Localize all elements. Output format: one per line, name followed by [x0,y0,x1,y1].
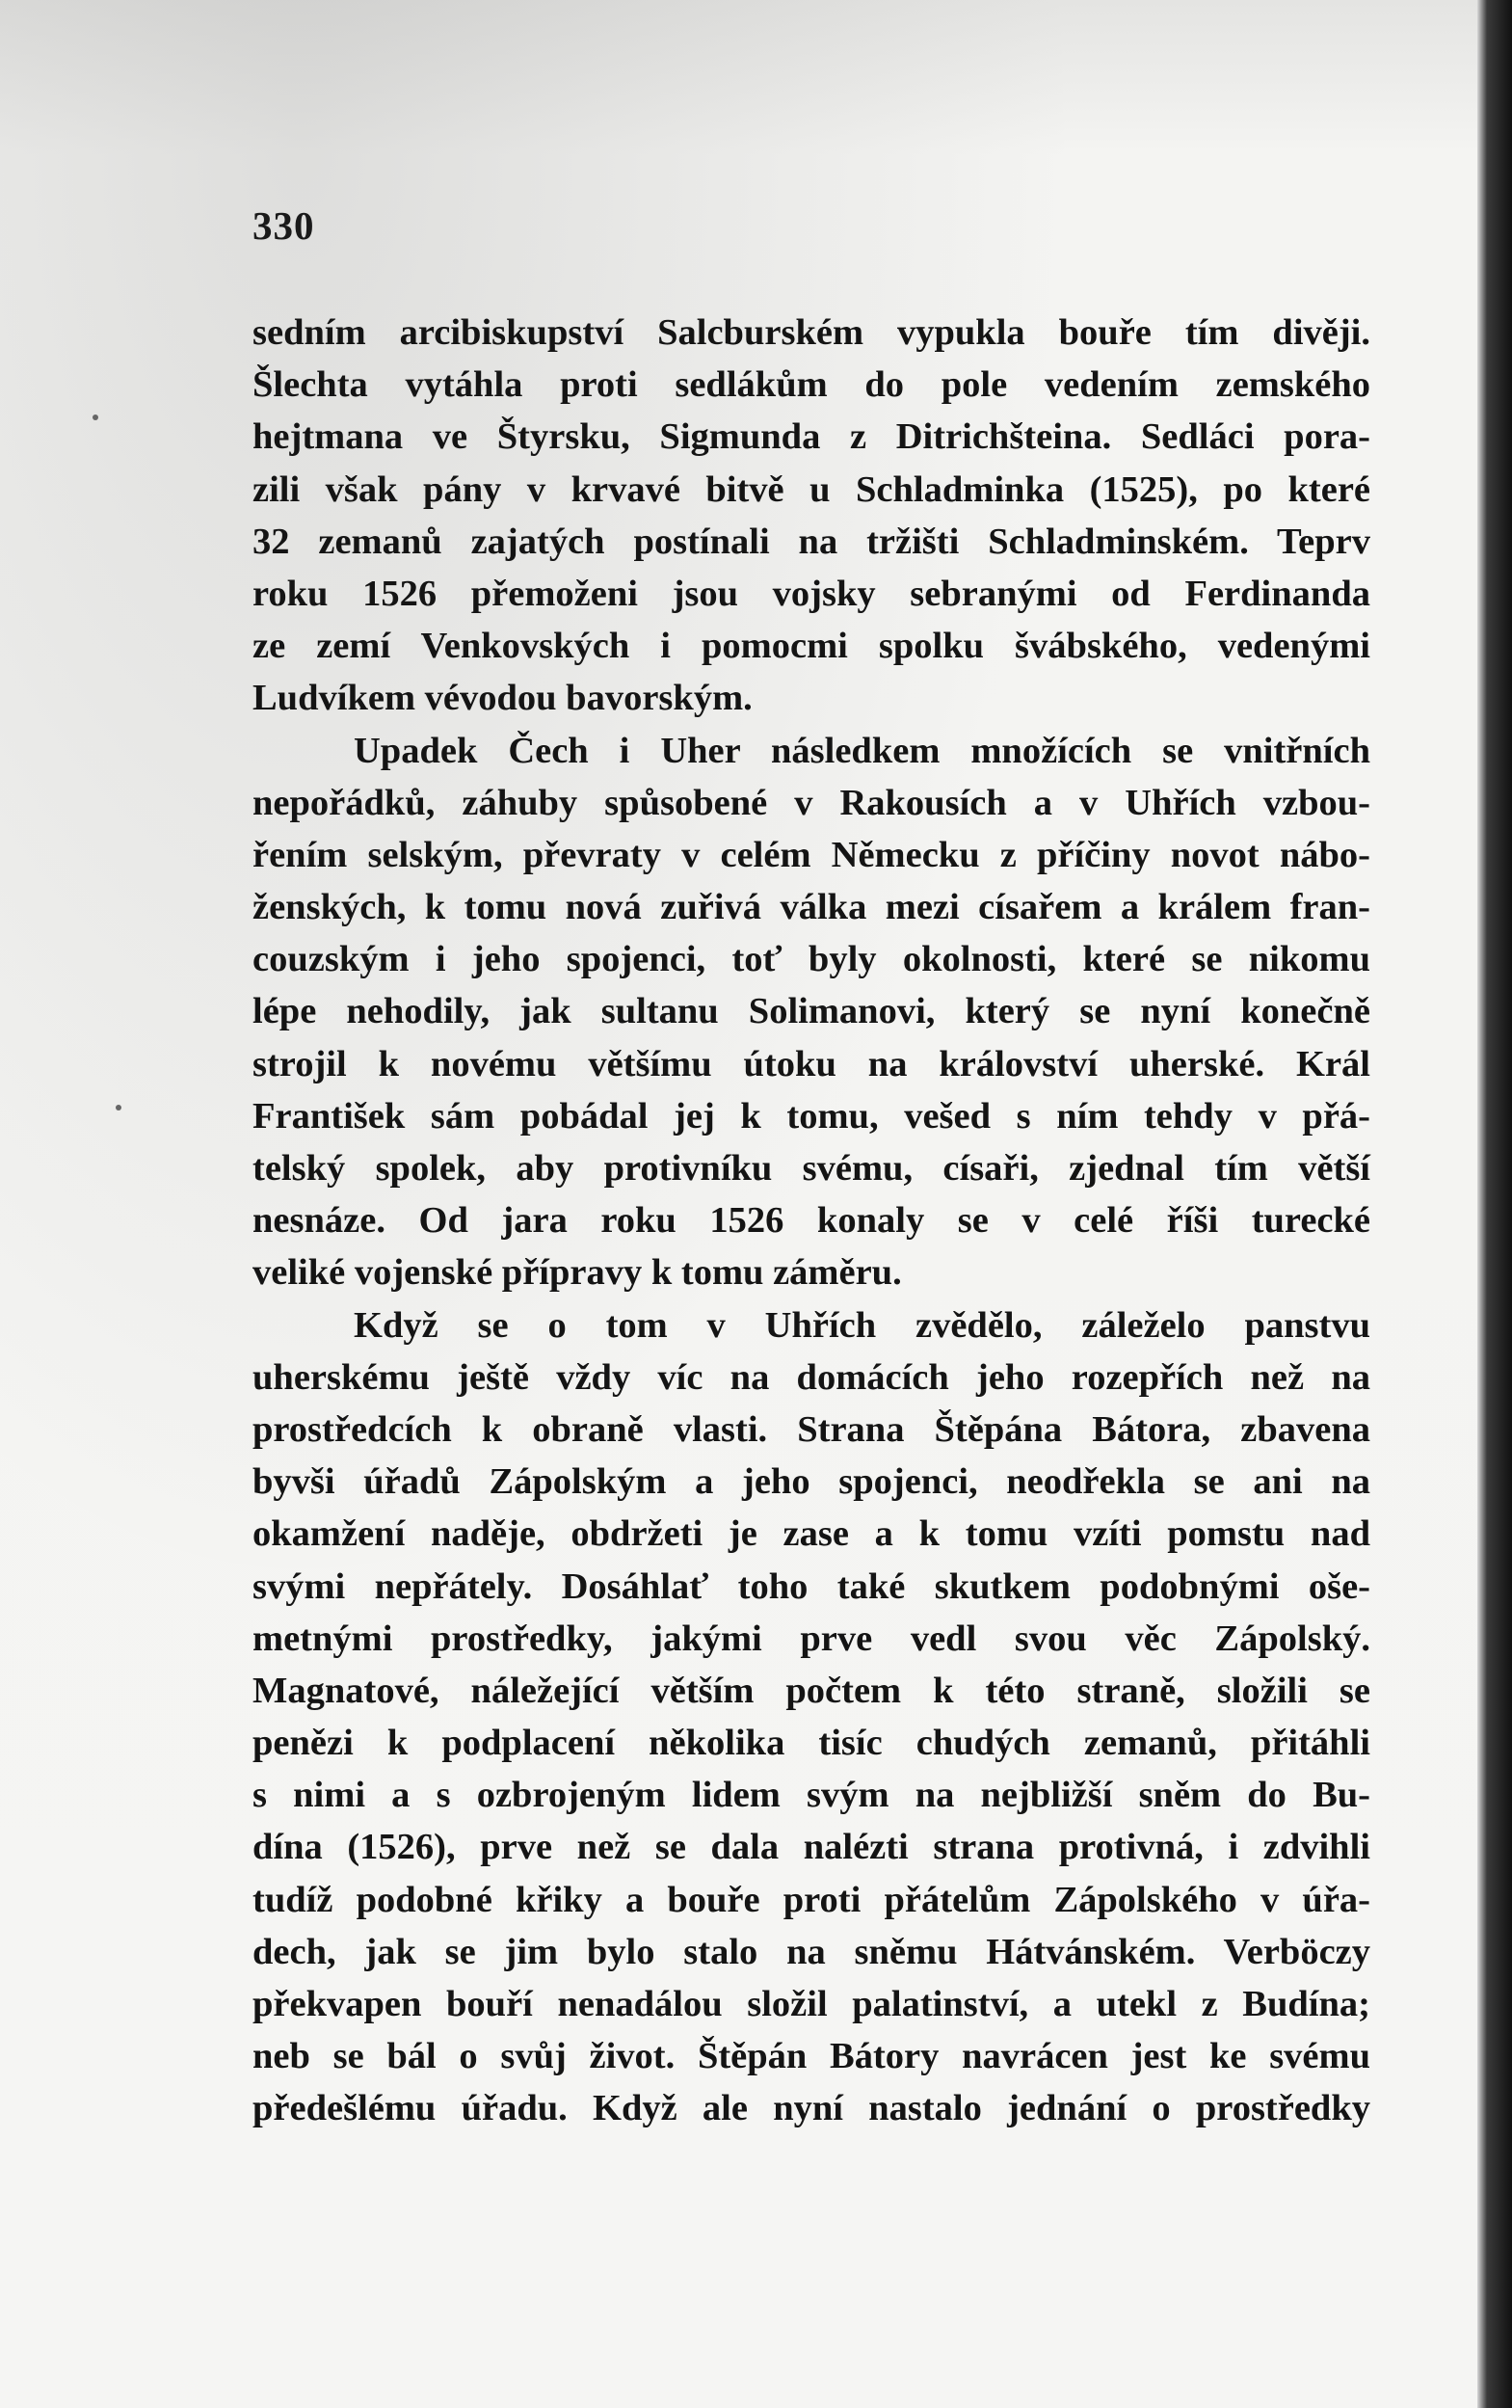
text-line: nesnáze. Od jara roku 1526 konaly se v celé říši turecké [252,1200,1370,1242]
text-line: nepořádků, záhuby spůsobené v Rakousích a v Uhřích vzbou- [252,782,1370,823]
text-line: ženských, k tomu nová zuřivá válka mezi císařem a králem fran- [252,887,1370,928]
text-line: prostředcích k obraně vlasti. Strana Štěpána Bátora, zbavena [252,1408,1370,1450]
text-line: metnými prostředky, jakými prve vedl svou věc Zápolský. [252,1618,1370,1659]
text-line: veliké vojenské přípravy k tomu záměru. [252,1252,902,1294]
text-line: telský spolek, aby protivníku svému, císaři, zjednal tím větší [252,1148,1370,1189]
text-line: hejtmana ve Štyrsku, Sigmunda z Ditrichšteina. Sedláci pora- [252,416,1370,458]
text-line: sedním arcibiskupství Salcburském vypukla bouře tím divěji. [252,312,1370,353]
text-line: neb se bál o svůj život. Štěpán Bátory navrácen jest ke svému [252,2036,1370,2077]
text-line: dech, jak se jim bylo stalo na sněmu Hátvánském. Verböczy [252,1931,1370,1972]
text-line: byvši úřadů Zápolským a jeho spojenci, neodřekla se ani na [252,1461,1370,1503]
text-line: Šlechta vytáhla proti sedlákům do pole vedením zemského [252,364,1370,406]
text-line: František sám pobádal jej k tomu, vešed s ním tehdy v přá- [252,1095,1370,1137]
text-line: zili však pány v krvavé bitvě u Schladminka (1525), po které [252,468,1370,510]
margin-speck [93,415,98,420]
text-line: s nimi a s ozbrojeným lidem svým na nejbližší sněm do Bu- [252,1775,1370,1816]
text-line: lépe nehodily, jak sultanu Solimanovi, který se nyní konečně [252,991,1370,1032]
text-line: ze zemí Venkovských i pomocmi spolku švábského, vedenými [252,626,1370,667]
margin-speck [116,1105,121,1110]
text-line: Magnatové, náležející větším počtem k této straně, složili se [252,1670,1370,1711]
text-line: svými nepřátely. Dosáhlať toho také skutkem podobnými oše- [252,1565,1370,1607]
text-line: strojil k novému většímu útoku na království uherské. Král [252,1043,1370,1084]
page-number: 330 [252,203,315,248]
page-edge-shadow [1477,0,1512,2408]
text-line: roku 1526 přemoženi jsou vojsky sebranými od Ferdinanda [252,573,1370,614]
text-line: řením selským, převraty v celém Německu z příčiny novot nábo- [252,834,1370,875]
text-line: Když se o tom v Uhřích zvědělo, záleželo panstvu [354,1304,1370,1346]
text-line: okamžení naděje, obdržeti je zase a k tomu vzíti pomstu nad [252,1513,1370,1555]
text-line: couzským i jeho spojenci, toť byly okolnosti, které se nikomu [252,939,1370,980]
text-line: Ludvíkem vévodou bavorským. [252,678,753,719]
text-line: Upadek Čech i Uher následkem množících se vnitřních [354,730,1370,771]
body-text [252,307,1370,2135]
text-line: dína (1526), prve než se dala nalézti strana protivná, i zdvihli [252,1827,1370,1868]
text-line: uherskému ještě vždy víc na domácích jeho rozepřích než na [252,1356,1370,1398]
text-line: předešlému úřadu. Když ale nyní nastalo jednání o prostředky [252,2088,1370,2129]
text-line: penězi k podplacení několika tisíc chudých zemanů, přitáhli [252,1723,1370,1764]
text-line: překvapen bouří nenadálou složil palatinství, a utekl z Budína; [252,1984,1370,2024]
text-line: tudíž podobné křiky a bouře proti přátelům Zápolského v úřa- [252,1879,1370,1920]
text-line: 32 zemanů zajatých postínali na tržišti Schladminském. Teprv [252,521,1370,562]
